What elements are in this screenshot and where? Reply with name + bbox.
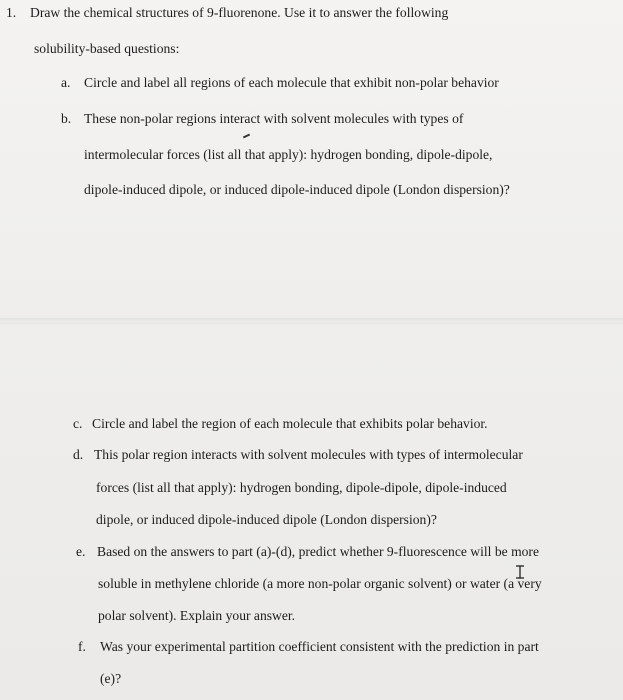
part-f-line2: (e)?	[100, 671, 122, 686]
question-intro-line2: solubility-based questions:	[34, 41, 180, 56]
part-d-line1: This polar region interacts with solvent molecules with types of intermolecular	[94, 447, 523, 462]
part-a-label: a.	[61, 75, 71, 90]
part-c-text: Circle and label the region of each molecule that exhibits polar behavior.	[92, 416, 488, 431]
upper-sheet	[0, 0, 623, 318]
part-f-line1: Was your experimental partition coefficient consistent with the prediction in part	[100, 639, 539, 654]
part-b-line2: intermolecular forces (list all that apply): hydrogen bonding, dipole-dipole,	[84, 147, 493, 162]
part-e-line1: Based on the answers to part (a)-(d), predict whether 9-fluorescence will be more	[97, 544, 539, 559]
part-b-line1: These non-polar regions interact with solvent molecules with types of	[84, 111, 464, 126]
question-intro-line1: Draw the chemical structures of 9-fluorenone. Use it to answer the following	[30, 5, 449, 20]
part-b-line3: dipole-induced dipole, or induced dipole-induced dipole (London dispersion)?	[84, 182, 510, 197]
text-cursor-icon	[513, 564, 527, 580]
part-e-line3: polar solvent). Explain your answer.	[98, 608, 296, 623]
part-f-label: f.	[78, 639, 86, 654]
part-b-label: b.	[61, 111, 72, 126]
part-e-label: e.	[76, 544, 86, 559]
part-e-line2: soluble in methylene chloride (a more non-polar organic solvent) or water (a very	[98, 576, 542, 591]
question-number: 1.	[6, 5, 17, 20]
part-d-label: d.	[73, 447, 84, 462]
part-a-text: Circle and label all regions of each molecule that exhibit non-polar behavior	[84, 75, 499, 90]
part-c-label: c.	[73, 416, 83, 431]
pen-mark	[243, 134, 250, 139]
part-d-line2: forces (list all that apply): hydrogen bonding, dipole-dipole, dipole-induced	[96, 480, 507, 495]
part-d-line3: dipole, or induced dipole-induced dipole (London dispersion)?	[96, 512, 437, 527]
